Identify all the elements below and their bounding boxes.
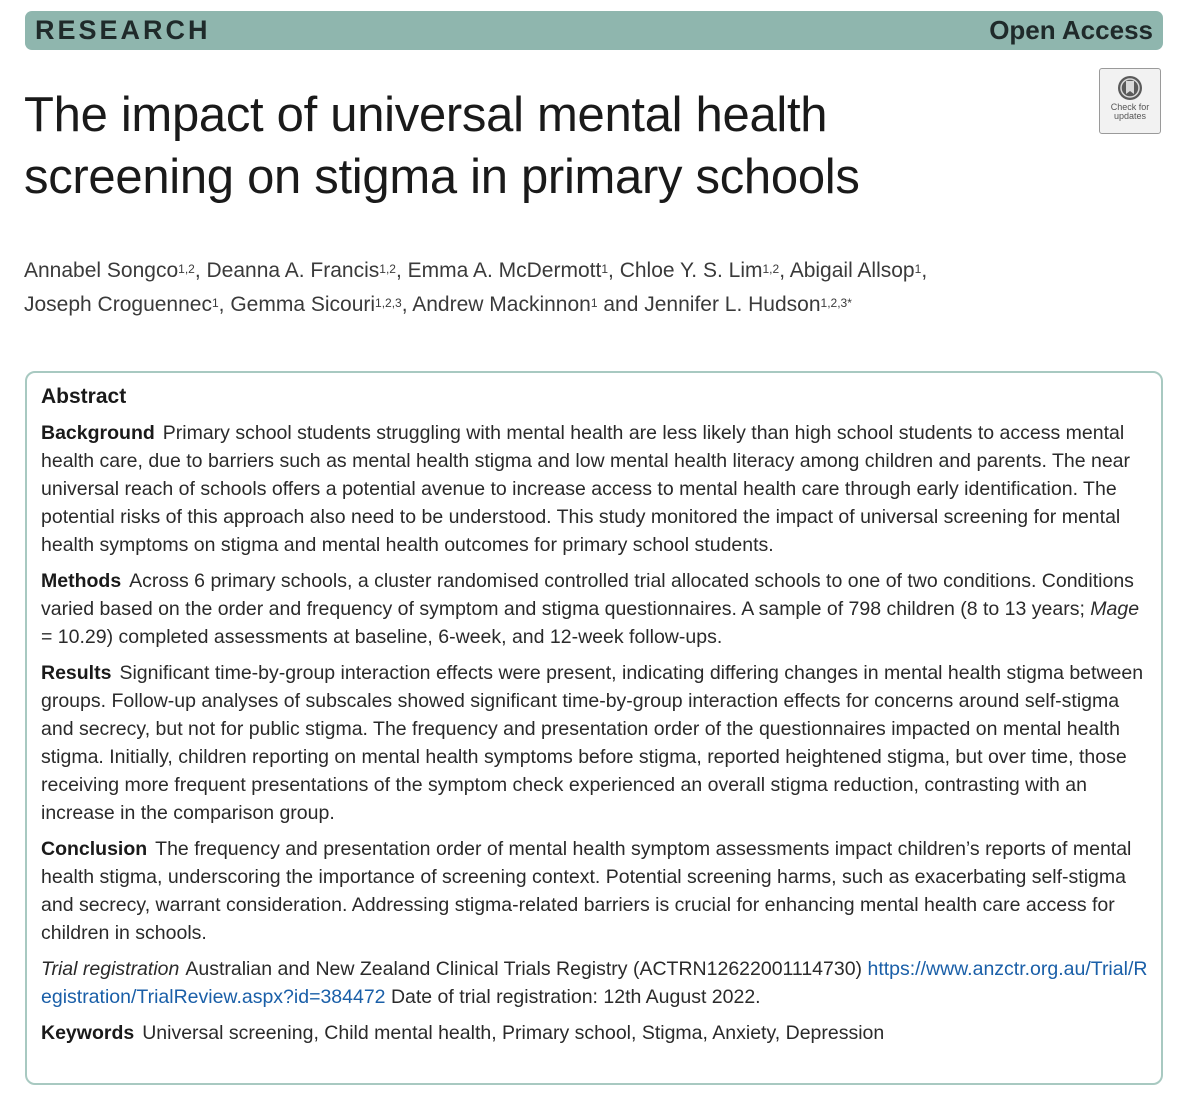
- methods-label: Methods: [41, 570, 122, 592]
- bookmark-icon: [1117, 75, 1143, 101]
- results-label: Results: [41, 662, 112, 684]
- methods-text: Across 6 primary schools, a cluster randomised controlled trial allocated schools to one of two conditions. Conditions varied based on the order and frequency of symptom and stigma questionnaires. A sample of 798 children (8 to 13 years;: [41, 570, 1134, 620]
- background-section: [41, 419, 1151, 559]
- author[interactable]: Andrew Mackinnon$^1$: [412, 293, 598, 316]
- conclusion-label: Conclusion: [41, 838, 148, 860]
- section-label: RESEARCH: [35, 15, 211, 45]
- author[interactable]: Joseph Croguennec$^1$: [24, 293, 219, 316]
- badge-line-1: Check for: [1110, 102, 1150, 112]
- badge-line-2: updates: [1113, 111, 1147, 121]
- abstract-heading: Abstract: [41, 385, 127, 408]
- trial-registration-text: Australian and New Zealand Clinical Trials Registry (ACTRN12622001114730): [185, 958, 868, 980]
- trial-registration-link[interactable]: https://www.anzctr.org.au/Trial/Registration/TrialReview.aspx?id=384472: [41, 958, 1148, 1008]
- keywords-text: Universal screening, Child mental health, Primary school, Stigma, Anxiety, Depression: [142, 1022, 885, 1044]
- author[interactable]: Abigail Allsop$^1$: [789, 259, 922, 282]
- author[interactable]: Chloe Y. S. Lim$^{1,2}$: [619, 259, 780, 282]
- results-section: [41, 659, 1151, 827]
- author[interactable]: Jennifer L. Hudson$^{1,2,3*}$: [644, 293, 852, 316]
- keywords-label: Keywords: [41, 1022, 135, 1044]
- methods-text-cont: = 10.29) completed assessments at baseline, 6-week, and 12-week follow-ups.: [41, 626, 723, 648]
- author[interactable]: Annabel Songco$^{1,2}$: [24, 259, 195, 282]
- conclusion-section: [41, 835, 1151, 947]
- mage-symbol: Mage: [1090, 598, 1140, 620]
- background-label: Background: [41, 422, 155, 444]
- article-title: The impact of universal mental health screening on stigma in primary schools: [24, 88, 860, 204]
- trial-registration-date: Date of trial registration: 12th August 2022.: [385, 986, 761, 1008]
- results-text: Significant time-by-group interaction effects were present, indicating differing changes in mental health stigma between groups. Follow-up analyses of subscales showed significant time-by-group interaction effects for concerns around self-stigma and secrecy, but not for public stigma. The frequency and presentation order of the questionnaires impacted on mental health stigma. Initially, children reporting on mental health symptoms before stigma, reported heightened stigma, but over time, those receiving more frequent presentations of the symptom check experienced an overall stigma reduction, contrasting with an increase in the comparison group.: [41, 662, 1144, 824]
- author[interactable]: Emma A. McDermott$^1$: [407, 259, 609, 282]
- keywords-section: [41, 1019, 1151, 1047]
- trial-registration-label: Trial registration: [41, 958, 180, 980]
- header-banner: [25, 11, 1163, 50]
- trial-registration-section: [41, 955, 1151, 1011]
- abstract-box: [25, 371, 1163, 1085]
- methods-section: [41, 567, 1151, 651]
- author-list: Annabel Songco$^{1,2}$, Deanna A. Francis$^{1,2}$, Emma A. McDermott$^1$, Chloe Y. S. Lim$^{1,2}$, Abigail Allsop$^1$, Joseph Croguennec$^1$, Gemma Sicouri$^{1,2,3}$, Andrew Mackinnon$^1$ and Jennifer L. Hudson$^{1,2,3*}$: [24, 259, 928, 316]
- check-for-updates-button[interactable]: [1099, 68, 1161, 134]
- conclusion-text: The frequency and presentation order of mental health symptom assessments impact children’s reports of mental health stigma, underscoring the importance of screening context. Potential screening harms, such as exacerbating self-stigma and secrecy, warrant consideration. Addressing stigma-related barriers is crucial for enhancing mental health care access for children in schools.: [41, 838, 1132, 944]
- open-access-label[interactable]: Open Access: [989, 15, 1153, 45]
- background-text: Primary school students struggling with mental health are less likely than high school students to access mental health care, due to barriers such as mental health stigma and low mental health literacy among children and parents. The near universal reach of schools offers a potential avenue to increase access to mental health care through early identification. The potential risks of this approach also need to be understood. This study monitored the impact of universal screening for mental health symptoms on stigma and mental health outcomes for primary school students.: [41, 422, 1131, 556]
- author[interactable]: Deanna A. Francis$^{1,2}$: [206, 259, 396, 282]
- author[interactable]: Gemma Sicouri$^{1,2,3}$: [230, 293, 402, 316]
